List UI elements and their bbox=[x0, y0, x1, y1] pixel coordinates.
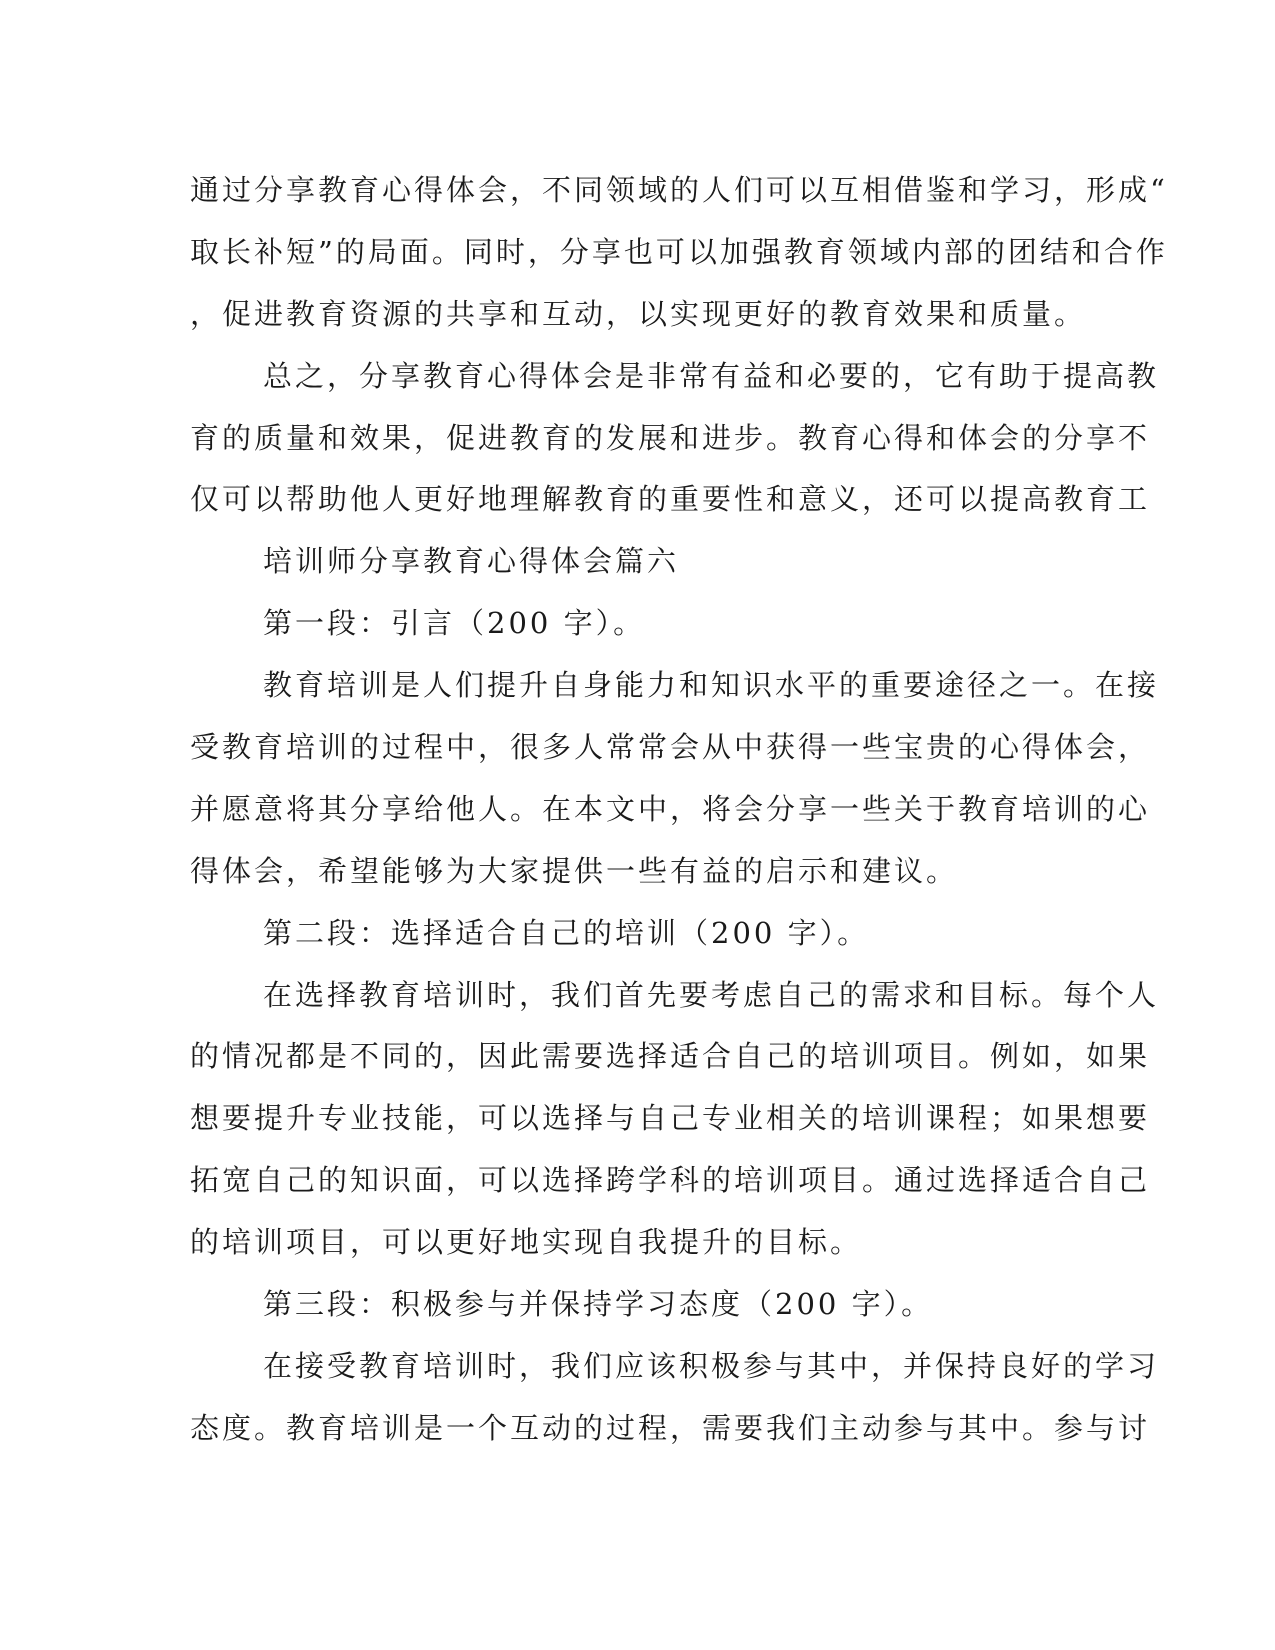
text-line-9: 教育培训是人们提升自身能力和知识水平的重要途径之一。在接 bbox=[263, 668, 1160, 703]
heading-paragraph-2: 第二段：选择适合自己的培训（200 字）。 bbox=[263, 915, 870, 950]
text-line-17: 拓宽自己的知识面，可以选择跨学科的培训项目。通过选择适合自己 bbox=[190, 1163, 1151, 1198]
text-line-18: 的培训项目，可以更好地实现自我提升的目标。 bbox=[190, 1225, 863, 1260]
text-line-1: 通过分享教育心得体会，不同领域的人们可以互相借鉴和学习，形成“ bbox=[190, 173, 1168, 207]
heading-paragraph-3: 第三段：积极参与并保持学习态度（200 字）。 bbox=[263, 1287, 934, 1322]
heading-paragraph-1: 第一段：引言（200 字）。 bbox=[263, 606, 646, 641]
text-line-12: 得体会，希望能够为大家提供一些有益的启示和建议。 bbox=[190, 853, 959, 888]
text-line-16: 想要提升专业技能，可以选择与自己专业相关的培训课程；如果想要 bbox=[190, 1101, 1151, 1136]
text-line-3: ，促进教育资源的共享和互动，以实现更好的教育效果和质量。 bbox=[190, 296, 1087, 331]
text-line-10: 受教育培训的过程中，很多人常常会从中获得一些宝贵的心得体会， bbox=[190, 730, 1151, 765]
text-line-20: 在接受教育培训时，我们应该积极参与其中，并保持良好的学习 bbox=[263, 1348, 1160, 1383]
text-line-21: 态度。教育培训是一个互动的过程，需要我们主动参与其中。参与讨 bbox=[190, 1410, 1151, 1445]
document-body bbox=[190, 160, 1168, 1460]
text-line-6: 仅可以帮助他人更好地理解教育的重要性和意义，还可以提高教育工 bbox=[190, 482, 1151, 517]
section-title: 培训师分享教育心得体会篇六 bbox=[263, 544, 680, 579]
text-line-14: 在选择教育培训时，我们首先要考虑自己的需求和目标。每个人 bbox=[263, 977, 1160, 1012]
text-line-2: 取长补短”的局面。同时，分享也可以加强教育领域内部的团结和合作 bbox=[190, 234, 1168, 269]
text-line-4: 总之，分享教育心得体会是非常有益和必要的，它有助于提高教 bbox=[263, 358, 1160, 393]
text-line-11: 并愿意将其分享给他人。在本文中，将会分享一些关于教育培训的心 bbox=[190, 791, 1151, 826]
text-line-5: 育的质量和效果，促进教育的发展和进步。教育心得和体会的分享不 bbox=[190, 420, 1151, 455]
text-line-15: 的情况都是不同的，因此需要选择适合自己的培训项目。例如，如果 bbox=[190, 1039, 1151, 1074]
